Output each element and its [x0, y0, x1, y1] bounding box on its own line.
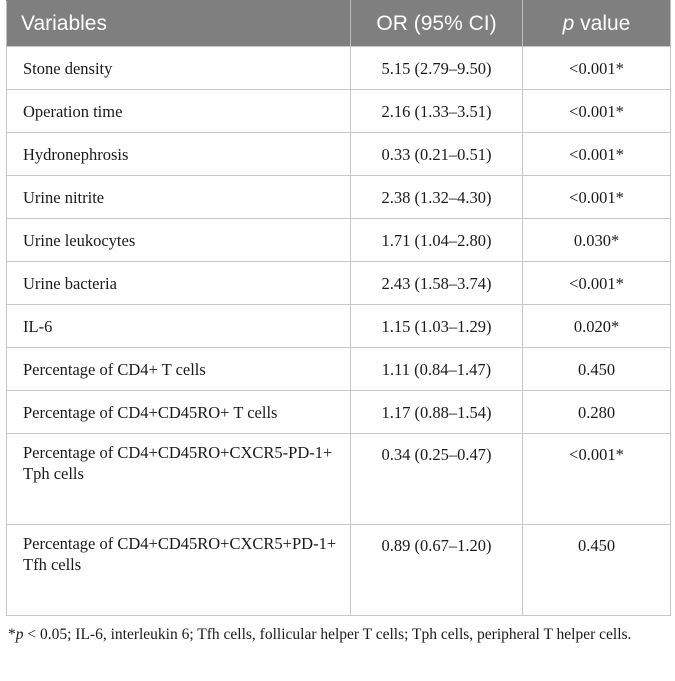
cell-p-value: <0.001* [523, 176, 671, 219]
table-row [7, 525, 671, 616]
cell-or-ci: 5.15 (2.79–9.50) [351, 47, 523, 90]
table-row [7, 434, 671, 525]
cell-variable: Urine nitrite [7, 176, 351, 219]
cell-or-ci: 0.34 (0.25–0.47) [351, 434, 523, 525]
footnote-text: < 0.05; IL-6, interleukin 6; Tfh cells, follicular helper T cells; Tph cells, peripheral T helper cells. [23, 626, 632, 643]
cell-or-ci: 0.33 (0.21–0.51) [351, 133, 523, 176]
table-row [7, 262, 671, 305]
header-p-suffix: value [574, 11, 631, 35]
regression-table [6, 0, 671, 616]
cell-variable: Operation time [7, 90, 351, 133]
cell-p-value: <0.001* [523, 262, 671, 305]
cell-p-value: <0.001* [523, 90, 671, 133]
footnote-star: * [8, 626, 16, 643]
cell-p-value: <0.001* [523, 133, 671, 176]
cell-variable: Urine leukocytes [7, 219, 351, 262]
cell-or-ci: 1.15 (1.03–1.29) [351, 305, 523, 348]
table-body [7, 47, 671, 616]
cell-variable: IL-6 [7, 305, 351, 348]
cell-variable: Stone density [7, 47, 351, 90]
cell-p-value: <0.001* [523, 47, 671, 90]
cell-variable: Percentage of CD4+CD45RO+CXCR5+PD-1+ Tfh cells [7, 525, 351, 616]
cell-p-value: 0.020* [523, 305, 671, 348]
cell-or-ci: 2.38 (1.32–4.30) [351, 176, 523, 219]
cell-p-value: <0.001* [523, 434, 671, 525]
table-row [7, 176, 671, 219]
table-footnote [8, 624, 668, 645]
cell-variable: Percentage of CD4+ T cells [7, 348, 351, 391]
cell-p-value: 0.450 [523, 348, 671, 391]
table-row [7, 133, 671, 176]
cell-p-value: 0.280 [523, 391, 671, 434]
table-row [7, 219, 671, 262]
header-p-italic: p [562, 11, 575, 35]
table-row [7, 391, 671, 434]
header-variables: Variables [7, 1, 351, 47]
cell-variable: Hydronephrosis [7, 133, 351, 176]
cell-variable: Percentage of CD4+CD45RO+CXCR5-PD-1+ Tph cells [7, 434, 351, 525]
cell-p-value: 0.030* [523, 219, 671, 262]
table-row [7, 90, 671, 133]
footnote-p-italic: p [15, 626, 24, 643]
header-p-value [523, 1, 671, 47]
cell-p-value: 0.450 [523, 525, 671, 616]
cell-or-ci: 1.71 (1.04–2.80) [351, 219, 523, 262]
cell-variable: Percentage of CD4+CD45RO+ T cells [7, 391, 351, 434]
cell-or-ci: 2.43 (1.58–3.74) [351, 262, 523, 305]
table-row [7, 47, 671, 90]
table-row [7, 348, 671, 391]
cell-or-ci: 1.17 (0.88–1.54) [351, 391, 523, 434]
cell-or-ci: 1.11 (0.84–1.47) [351, 348, 523, 391]
cell-or-ci: 2.16 (1.33–3.51) [351, 90, 523, 133]
table-header [7, 1, 671, 47]
cell-variable: Urine bacteria [7, 262, 351, 305]
header-or-ci: OR (95% CI) [351, 1, 523, 47]
table-row [7, 305, 671, 348]
cell-or-ci: 0.89 (0.67–1.20) [351, 525, 523, 616]
